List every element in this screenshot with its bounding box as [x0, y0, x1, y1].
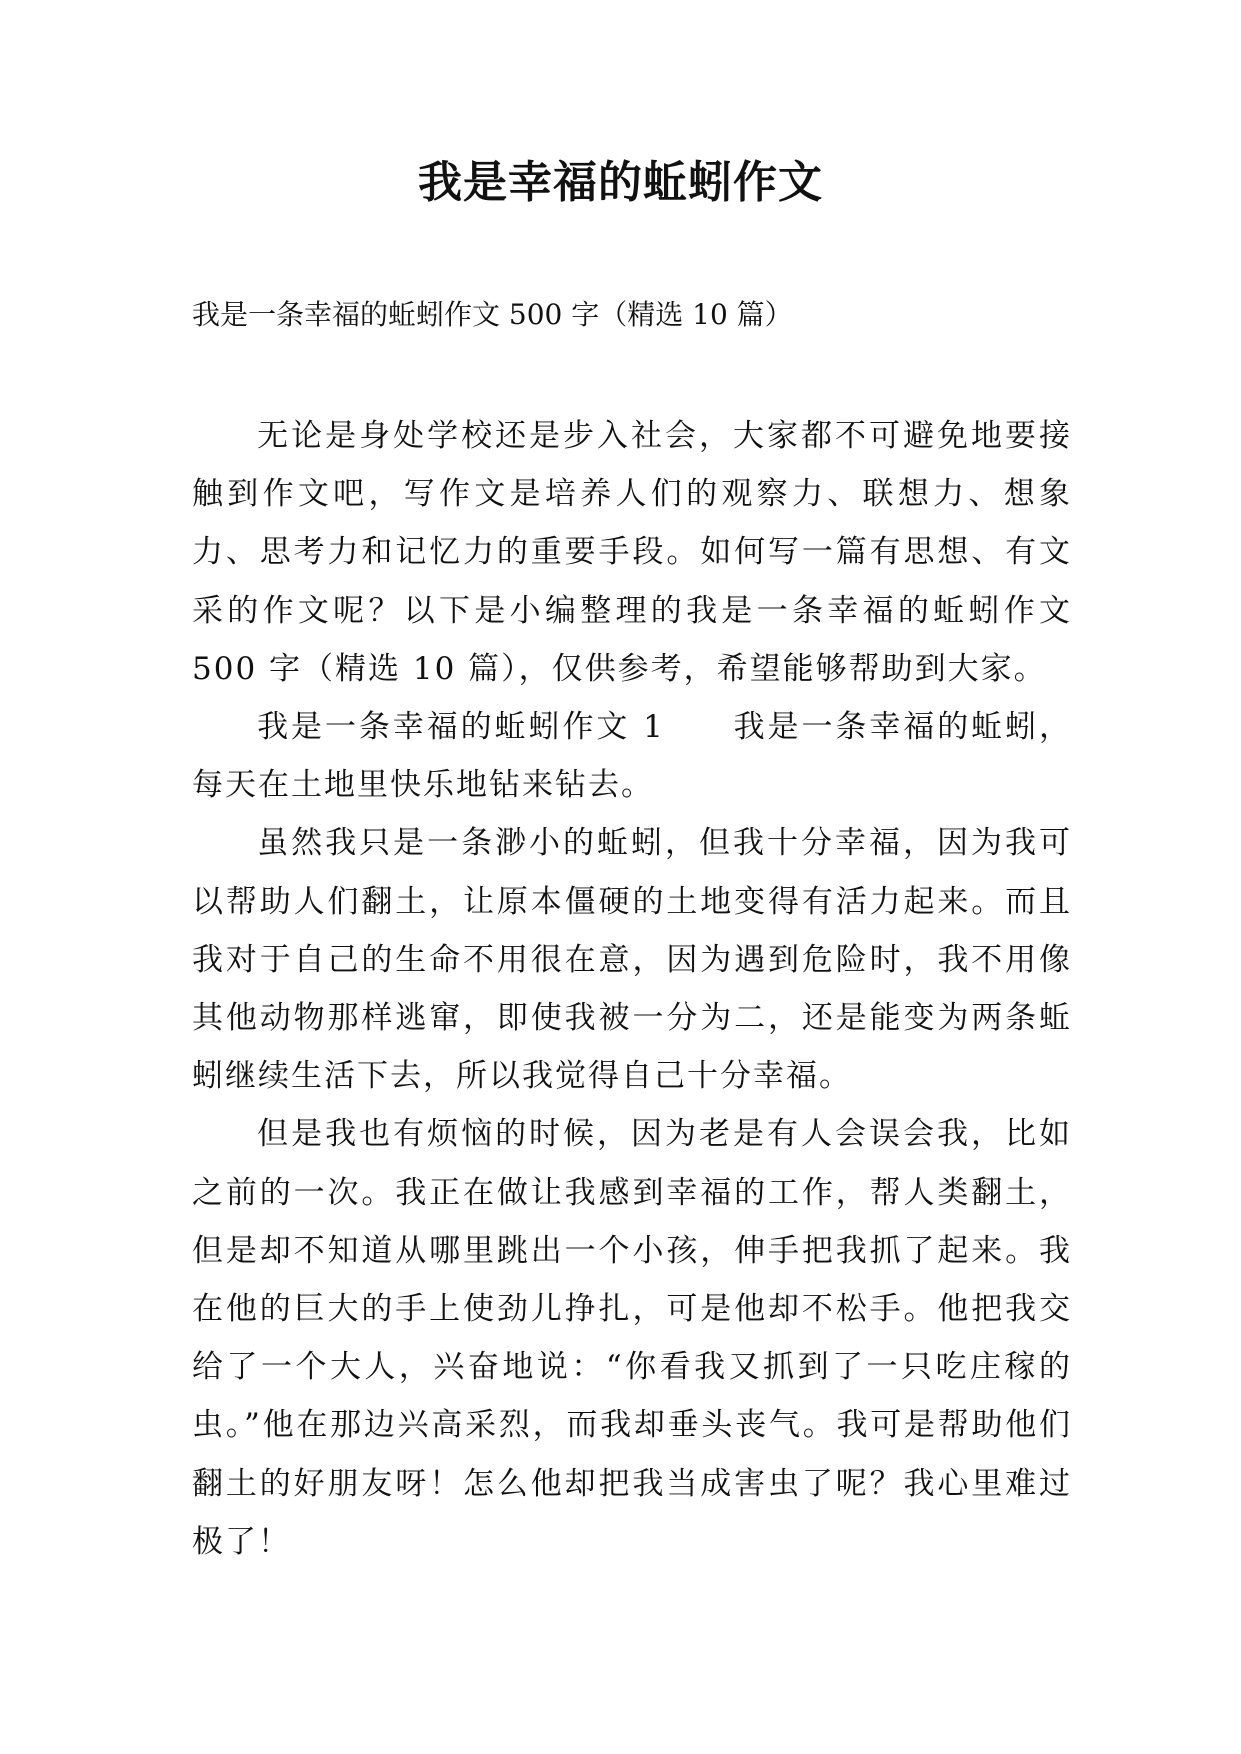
paragraph-troubles: 但是我也有烦恼的时候，因为老是有人会误会我，比如之前的一次。我正在做让我感到幸福的工作，帮人类翻土，但是却不知道从哪里跳出一个小孩，伸手把我抓了起来。我在他的巨大的手上使劲儿挣扎，可是他却不松手。他把我交给了一个大人，兴奋地说：“你看我又抓到了一只吃庄稼的虫。”他在那边兴高采烈，而我却垂头丧气。我可是帮助他们翻土的好朋友呀！怎么他却把我当成害虫了呢？我心里难过极了！ [192, 1116, 1072, 1560]
document-title: 我是幸福的蚯蚓作文 [418, 157, 823, 208]
document-subtitle: 我是一条幸福的蚯蚓作文 500 字（精选 10 篇） [192, 298, 793, 331]
paragraph-intro: 无论是身处学校还是步入社会，大家都不可避免地要接触到作文吧，写作文是培养人们的观察力、联想力、想象力、思考力和记忆力的重要手段。如何写一篇有思想、有文采的作文呢？以下是小编整理的我是一条幸福的蚯蚓作文 500 字（精选 10 篇），仅供参考，希望能够帮助到大家。 [192, 418, 1072, 687]
paragraph-essay-1-opening: 我是一条幸福的蚯蚓作文 1 我是一条幸福的蚯蚓，每天在土地里快乐地钻来钻去。 [192, 709, 1072, 804]
paragraph-happiness: 虽然我只是一条渺小的蚯蚓，但我十分幸福，因为我可以帮助人们翻土，让原本僵硬的土地变得有活力起来。而且我对于自己的生命不用很在意，因为遇到危险时，我不用像其他动物那样逃窜，即使我被一分为二，还是能变为两条蚯蚓继续生活下去，所以我觉得自己十分幸福。 [192, 825, 1072, 1095]
document-body [192, 407, 1072, 1571]
